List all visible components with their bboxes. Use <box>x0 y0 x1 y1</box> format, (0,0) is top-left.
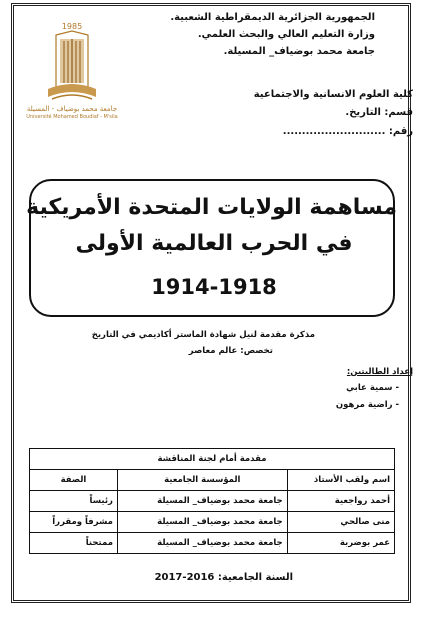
professor-name: أحمد رواجعية <box>287 491 394 512</box>
specialty: تخصص: عالم معاصر <box>188 346 273 356</box>
thesis-title-years: 1914-1918 <box>151 275 277 299</box>
table-row <box>30 491 395 512</box>
committee-header-row <box>30 470 395 491</box>
committee-table <box>29 448 395 554</box>
table-row <box>30 512 395 533</box>
institution: جامعة محمد بوضياف_ المسيلة <box>117 512 287 533</box>
professor-name: منى صالحي <box>287 512 394 533</box>
title-box <box>26 179 397 317</box>
institution: جامعة محمد بوضياف_ المسيلة <box>117 533 287 554</box>
faculty-name: كلية العلوم الانسانية والاجتماعية <box>253 89 413 100</box>
thesis-title-line2: في الحرب العالمية الأولى <box>75 231 353 256</box>
student-name-2: - راضية مرهون <box>335 400 399 410</box>
department-name: قسم: التاريخ. <box>345 107 413 118</box>
header-university: جامعة محمد بوضياف_ المسيلة. <box>223 46 375 57</box>
logo-name-ar: جامعة محمد بوضياف - المسيلة <box>26 105 118 113</box>
role: مشرفاً ومقرراً <box>30 512 118 533</box>
thesis-note: مذكرة مقدمة لنيل شهادة الماستر أكاديمي في التاريخ <box>91 330 315 340</box>
academic-year: السنة الجامعية: 2016-2017 <box>154 572 293 583</box>
role: رئيساً <box>30 491 118 512</box>
logo-name-fr: Université Mohamed Boudiaf - M'sila <box>26 114 118 120</box>
committee-caption: مقدمة أمام لجنة المناقشة <box>30 449 395 470</box>
role: ممتحناً <box>30 533 118 554</box>
professor-name: عمر بوضربة <box>287 533 394 554</box>
committee-caption-row <box>30 449 395 470</box>
header-role: الصفة <box>30 470 118 491</box>
logo-year: 1985 <box>61 22 83 31</box>
reference-number: رقم: ........................... <box>282 126 413 137</box>
header-republic: الجمهورية الجزائرية الديمقراطية الشعبية. <box>170 12 375 23</box>
header-ministry: وزارة التعليم العالي والبحث العلمي. <box>197 29 375 40</box>
institution: جامعة محمد بوضياف_ المسيلة <box>117 491 287 512</box>
header-institution: المؤسسة الجامعية <box>117 470 287 491</box>
thesis-title-line1: مساهمة الولايات المتحدة الأمريكية <box>26 195 397 220</box>
students-label: إعداد الطالبتين: <box>346 367 413 377</box>
table-row <box>30 533 395 554</box>
student-name-1: - سمية عابي <box>346 383 399 393</box>
header-professor: اسم ولقب الأستاذ <box>287 470 394 491</box>
